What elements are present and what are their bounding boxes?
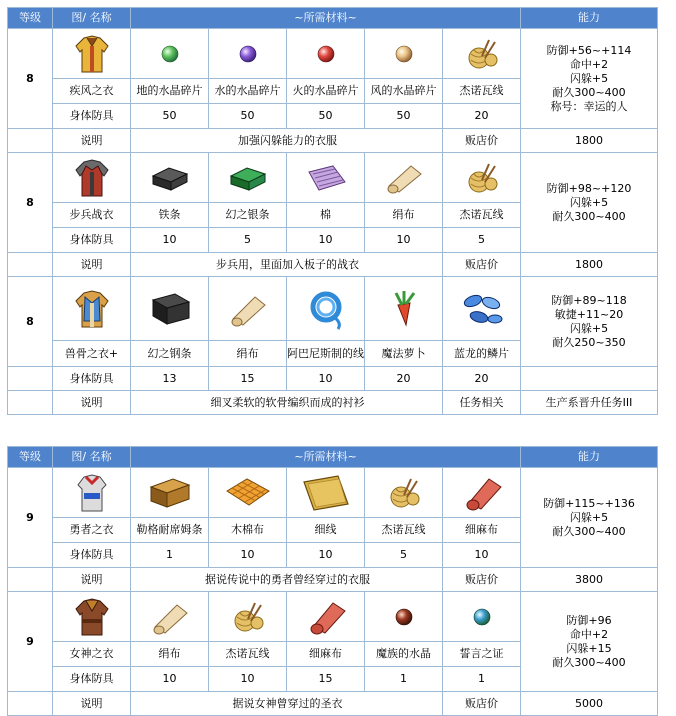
material-image <box>287 153 365 203</box>
item-name: 勇者之衣 <box>53 518 131 543</box>
yarn-ball-icon <box>228 597 268 637</box>
ability-line: 命中+2 <box>569 627 609 641</box>
item-price: 1800 <box>521 253 658 277</box>
price-label: 贩店价 <box>443 692 521 716</box>
material-qty: 50 <box>209 104 287 129</box>
material-image <box>287 592 365 642</box>
ability-line: 闪躲+5 <box>569 71 609 85</box>
cotton-cloth-icon <box>303 160 349 196</box>
material-image <box>287 29 365 79</box>
material-image <box>209 468 287 518</box>
header-level: 等级 <box>8 447 53 468</box>
material-name: 绢布 <box>209 341 287 367</box>
linen-roll-icon <box>459 473 505 513</box>
item-price: 1800 <box>521 129 658 153</box>
item-image <box>53 592 131 642</box>
item-level: 8 <box>8 153 53 253</box>
yarn-ball-icon <box>462 34 502 74</box>
item-slot: 身体防具 <box>53 543 131 568</box>
item-image <box>53 468 131 518</box>
green-orb-icon <box>160 44 180 64</box>
material-qty: 10 <box>365 228 443 253</box>
ability-line: 耐久300~400 <box>552 655 626 669</box>
material-qty: 20 <box>365 367 443 391</box>
material-name: 杰诺瓦线 <box>209 642 287 667</box>
material-image <box>209 277 287 341</box>
ability-line: 称号：幸运的人 <box>550 99 628 113</box>
material-qty: 1 <box>365 667 443 692</box>
material-qty: 1 <box>131 543 209 568</box>
material-name: 风的水晶碎片 <box>365 79 443 104</box>
material-name: 地的水晶碎片 <box>131 79 209 104</box>
header-materials: ~所需材料~ <box>131 8 521 29</box>
desc-label: 说明 <box>53 129 131 153</box>
yarn-ball-icon <box>462 158 502 198</box>
material-image <box>209 592 287 642</box>
material-name: 蓝龙的鳞片 <box>443 341 521 367</box>
material-image <box>365 592 443 642</box>
desc-label: 说明 <box>53 692 131 716</box>
item-description: 据说女神曾穿过的圣衣 <box>131 692 443 716</box>
ability-line: 闪躲+15 <box>566 641 612 655</box>
ability-line: 耐久250~350 <box>552 335 626 349</box>
material-qty: 5 <box>443 228 521 253</box>
ability-line: 闪躲+5 <box>569 510 609 524</box>
goddess-robe-icon <box>72 595 112 639</box>
ability-line: 耐久300~400 <box>552 209 626 223</box>
ability-cell <box>521 153 658 253</box>
material-image <box>131 592 209 642</box>
ability-line: 防御+56~+114 <box>546 43 632 57</box>
ability-cell <box>521 277 658 367</box>
earth-orb-icon <box>472 607 492 627</box>
item-price: 3800 <box>521 568 658 592</box>
material-image <box>287 277 365 341</box>
blue-scales-icon <box>459 289 505 329</box>
material-qty: 1 <box>443 667 521 692</box>
header-icon-name: 图/ 名称 <box>53 447 131 468</box>
item-level: 9 <box>8 592 53 692</box>
item-price: 5000 <box>521 692 658 716</box>
ability-line: 命中+2 <box>569 57 609 71</box>
material-qty: 50 <box>131 104 209 129</box>
item-image <box>53 153 131 203</box>
material-name: 魔法萝卜 <box>365 341 443 367</box>
item-image <box>53 29 131 79</box>
material-name: 木棉布 <box>209 518 287 543</box>
item-description: 细叉柔软的软骨编织而成的衬衫 <box>131 391 443 415</box>
material-qty: 10 <box>287 367 365 391</box>
item-slot: 身体防具 <box>53 667 131 692</box>
item-name: 兽骨之衣+ <box>53 341 131 367</box>
material-image <box>131 468 209 518</box>
ability-line: 敏捷+11~20 <box>554 307 624 321</box>
price-label: 贩店价 <box>443 568 521 592</box>
material-qty: 10 <box>131 228 209 253</box>
material-image <box>443 592 521 642</box>
material-name: 细麻布 <box>287 642 365 667</box>
ability-line: 防御+115~+136 <box>543 496 635 510</box>
header-ability: 能力 <box>521 447 658 468</box>
item-slot: 身体防具 <box>53 228 131 253</box>
material-image <box>365 29 443 79</box>
header-level: 等级 <box>8 8 53 29</box>
ability-line: 闪躲+5 <box>569 321 609 335</box>
material-image <box>209 153 287 203</box>
material-image <box>365 468 443 518</box>
desc-label: 说明 <box>53 253 131 277</box>
hero-robe-icon <box>72 471 112 515</box>
cream-orb-icon <box>394 44 414 64</box>
header-icon-name: 图/ 名称 <box>53 8 131 29</box>
item-slot: 身体防具 <box>53 367 131 391</box>
material-qty: 10 <box>443 543 521 568</box>
material-image <box>365 277 443 341</box>
dark-crystal-orb-icon <box>394 607 414 627</box>
gold-bar-icon <box>145 473 195 513</box>
red-orb-icon <box>316 44 336 64</box>
material-name: 棉 <box>287 203 365 228</box>
material-name: 誓言之证 <box>443 642 521 667</box>
item-level: 8 <box>8 277 53 367</box>
ability-cell <box>521 29 658 129</box>
material-qty: 10 <box>287 543 365 568</box>
material-image <box>443 468 521 518</box>
price-label: 贩店价 <box>443 129 521 153</box>
price-label: 任务相关 <box>443 391 521 415</box>
material-image <box>131 153 209 203</box>
material-image <box>131 29 209 79</box>
material-name: 杰诺瓦线 <box>443 203 521 228</box>
material-qty: 10 <box>287 228 365 253</box>
material-name: 幻之银条 <box>209 203 287 228</box>
material-image <box>131 277 209 341</box>
material-name: 铁条 <box>131 203 209 228</box>
material-qty: 10 <box>131 667 209 692</box>
item-level: 9 <box>8 468 53 568</box>
material-name: 细线 <box>287 518 365 543</box>
material-name: 杰诺瓦线 <box>443 79 521 104</box>
material-image <box>287 468 365 518</box>
ability-line: 闪躲+5 <box>569 195 609 209</box>
material-qty: 50 <box>365 104 443 129</box>
item-name: 疾风之衣 <box>53 79 131 104</box>
bone-shirt-icon <box>72 287 112 331</box>
material-qty: 15 <box>209 367 287 391</box>
linen-roll-icon <box>303 597 349 637</box>
silk-roll-icon <box>225 289 271 329</box>
item-description: 步兵用，里面加入板子的战衣 <box>131 253 443 277</box>
ability-line: 耐久300~400 <box>552 85 626 99</box>
desc-label: 说明 <box>53 391 131 415</box>
material-name: 勒格耐席姆条 <box>131 518 209 543</box>
ability-line: 防御+98~+120 <box>546 181 632 195</box>
material-qty: 5 <box>209 228 287 253</box>
ability-line: 防御+89~118 <box>551 293 627 307</box>
material-qty: 20 <box>443 367 521 391</box>
yarn-ball-icon <box>384 473 424 513</box>
material-name: 幻之钢条 <box>131 341 209 367</box>
recipe-table-level9 <box>7 446 658 716</box>
material-name: 水的水晶碎片 <box>209 79 287 104</box>
silk-roll-icon <box>147 597 193 637</box>
item-level: 8 <box>8 29 53 129</box>
material-qty: 15 <box>287 667 365 692</box>
steel-bar-icon <box>145 288 195 330</box>
material-qty: 20 <box>443 104 521 129</box>
price-label: 贩店价 <box>443 253 521 277</box>
item-price: 生产系晋升任务III <box>521 391 658 415</box>
material-qty: 10 <box>209 667 287 692</box>
fine-thread-icon <box>298 472 354 514</box>
material-qty: 5 <box>365 543 443 568</box>
item-image <box>53 277 131 341</box>
material-qty: 13 <box>131 367 209 391</box>
vest-icon <box>72 156 112 200</box>
material-image <box>443 29 521 79</box>
ability-cell <box>521 468 658 568</box>
material-name: 绢布 <box>131 642 209 667</box>
material-image <box>209 29 287 79</box>
item-name: 步兵战衣 <box>53 203 131 228</box>
purple-orb-icon <box>238 44 258 64</box>
header-materials: ~所需材料~ <box>131 447 521 468</box>
material-qty: 50 <box>287 104 365 129</box>
material-name: 绢布 <box>365 203 443 228</box>
material-image <box>365 153 443 203</box>
iron-bar-icon <box>147 160 193 196</box>
item-description: 据说传说中的勇者曾经穿过的衣服 <box>131 568 443 592</box>
jacket-icon <box>72 32 112 76</box>
waffle-cloth-icon <box>223 473 273 513</box>
item-description: 加强闪躲能力的衣服 <box>131 129 443 153</box>
material-name: 火的水晶碎片 <box>287 79 365 104</box>
recipe-table-level8 <box>7 7 658 415</box>
material-name: 杰诺瓦线 <box>365 518 443 543</box>
desc-label: 说明 <box>53 568 131 592</box>
material-image <box>443 277 521 341</box>
ability-line: 防御+96 <box>566 613 612 627</box>
green-ingot-icon <box>225 160 271 196</box>
material-name: 细麻布 <box>443 518 521 543</box>
material-name: 阿巴尼斯制的线 <box>287 341 365 367</box>
item-slot: 身体防具 <box>53 104 131 129</box>
item-name: 女神之衣 <box>53 642 131 667</box>
silk-roll-icon <box>381 160 427 196</box>
material-image <box>443 153 521 203</box>
ability-line: 耐久300~400 <box>552 524 626 538</box>
header-ability: 能力 <box>521 8 658 29</box>
blue-thread-coil-icon <box>304 287 348 331</box>
carrot-icon <box>384 287 424 331</box>
material-name: 魔族的水晶 <box>365 642 443 667</box>
material-qty: 10 <box>209 543 287 568</box>
ability-cell <box>521 592 658 692</box>
